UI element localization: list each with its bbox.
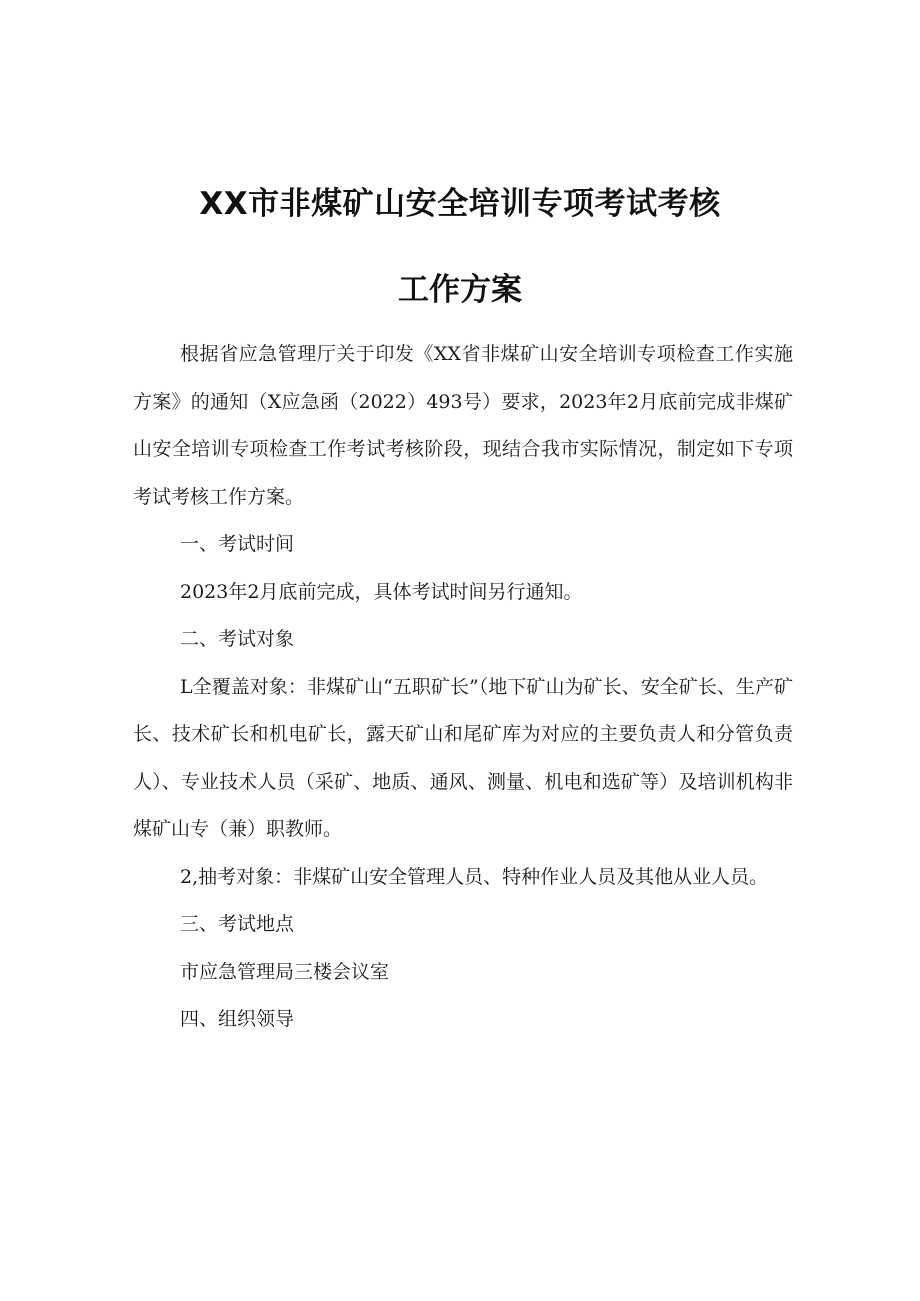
intro-paragraph: 根据省应急管理厅关于印发《XX省非煤矿山安全培训专项检查工作实施方案》的通知（X应急函（2022）493号）要求，2023年2月底前完成非煤矿山安全培训专项检查工作考试考核阶段，现结合我市实际情况，制定如下专项考试考核工作方案。 [133,343,793,508]
section-heading-exam-time: 一、考试时间 [180,533,295,555]
document-title-line-1: XX市非煤矿山安全培训专项考试考核 [199,186,721,222]
exam-location-paragraph: 市应急管理局三楼会议室 [180,960,390,983]
sampled-subjects-paragraph: 2,抽考对象：非煤矿山安全管理人员、特种作业人员及其他从业人员。 [180,865,769,888]
section-heading-exam-location: 三、考试地点 [180,913,295,935]
section-heading-exam-subjects: 二、考试对象 [180,628,295,650]
document-body [133,331,793,1044]
full-coverage-subjects-paragraph: L全覆盖对象：非煤矿山“五职矿长”（地下矿山为矿长、安全矿长、生产矿长、技术矿长和机电矿长，露天矿山和尾矿库为对应的主要负责人和分管负责人）、专业技术人员（采矿、地质、通风、测量、机电和选矿等）及培训机构非煤矿山专（兼）职教师。 [133,675,793,840]
document-title-line-2: 工作方案 [398,272,522,308]
section-heading-organization: 四、组织领导 [180,1008,295,1030]
exam-time-paragraph: 2023年2月底前完成，具体考试时间另行通知。 [180,580,583,603]
